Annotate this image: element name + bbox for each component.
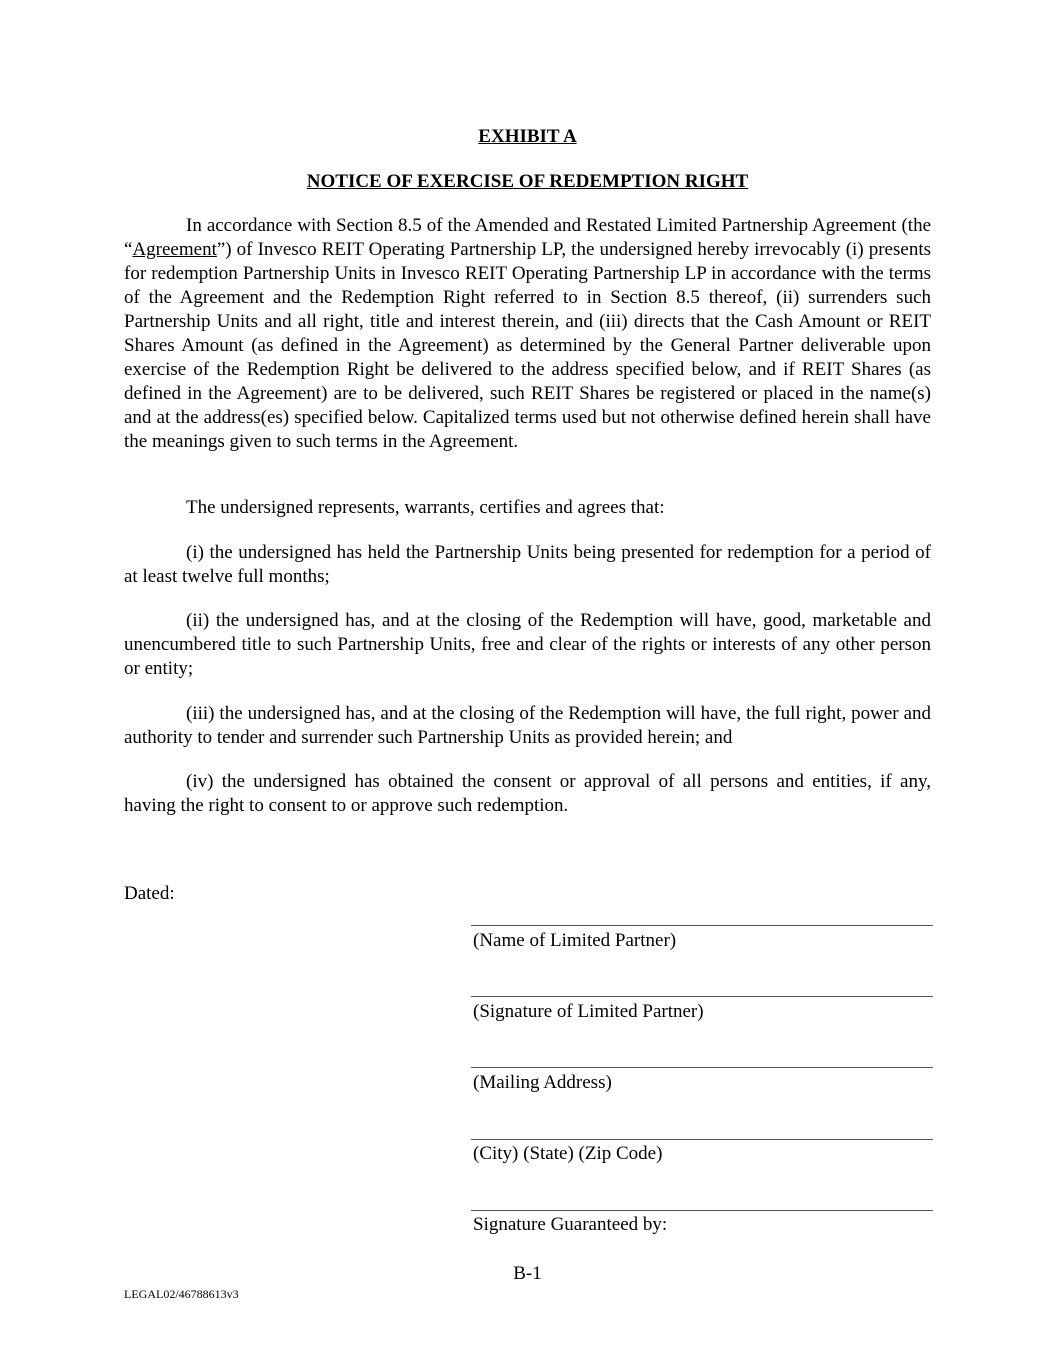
dated-label: Dated: [124, 883, 175, 904]
exhibit-title: EXHIBIT A [478, 126, 577, 147]
notice-title: NOTICE OF EXERCISE OF REDEMPTION RIGHT [306, 171, 749, 192]
signature-line-signature [471, 996, 933, 997]
agreement-defined-term: Agreement [132, 239, 217, 260]
clause-iii: (iii) the undersigned has, and at the closing of the Redemption will have, the full right, power and authority to tender and surrender such Partnership Units as provided herein; and [124, 703, 931, 748]
clause-ii: (ii) the undersigned has, and at the closing of the Redemption will have, good, marketable and unencumbered title to such Partnership Units, free and clear of the rights or interests of any other person or entity; [124, 610, 931, 679]
signature-line-city [471, 1139, 933, 1140]
intro-part-2: ”) of Invesco REIT Operating Partnership LP, the undersigned hereby irrevocably (i) presents for redemption Partnership Units in Invesco REIT Operating Partnership LP in accordance with the terms of the Agreement and the Redemption Right referred to in Section 8.5 thereof, (ii) surrenders such Partnership Units and all right, title and interest therein, and (iii) directs that the Cash Amount or REIT Shares Amount (as defined in the Agreement) as determined by the General Partner deliverable upon exercise of the Redemption Right be delivered to the address specified below, and if REIT Shares (as defined in the Agreement) are to be delivered, such REIT Shares be registered or placed in the name(s) and at the address(es) specified below. Capitalized terms used but not otherwise defined herein shall have the meanings given to such terms in the Agreement. [124, 239, 931, 452]
page-number: B-1 [513, 1263, 542, 1284]
city-state-zip-label: (City) (State) (Zip Code) [473, 1143, 663, 1164]
intro-paragraph [124, 214, 931, 454]
signature-line-address [471, 1067, 933, 1068]
signature-line-guarantee [471, 1210, 933, 1211]
signature-of-limited-partner-label: (Signature of Limited Partner) [473, 1001, 704, 1022]
represents-paragraph: The undersigned represents, warrants, certifies and agrees that: [186, 497, 665, 518]
clause-i: (i) the undersigned has held the Partnership Units being presented for redemption for a period of at least twelve full months; [124, 542, 931, 587]
signature-line-name [471, 925, 933, 926]
footer-document-code: LEGAL02/46788613v3 [124, 1287, 239, 1301]
signature-guaranteed-label: Signature Guaranteed by: [473, 1214, 668, 1235]
name-of-limited-partner-label: (Name of Limited Partner) [473, 930, 677, 951]
clause-iv: (iv) the undersigned has obtained the consent or approval of all persons and entities, if any, having the right to consent to or approve such redemption. [124, 771, 931, 816]
intro-part-1: In accordance with Section 8.5 of the Amended and Restated Limited Partnership Agreement (the “ [124, 215, 931, 260]
mailing-address-label: (Mailing Address) [473, 1072, 612, 1093]
